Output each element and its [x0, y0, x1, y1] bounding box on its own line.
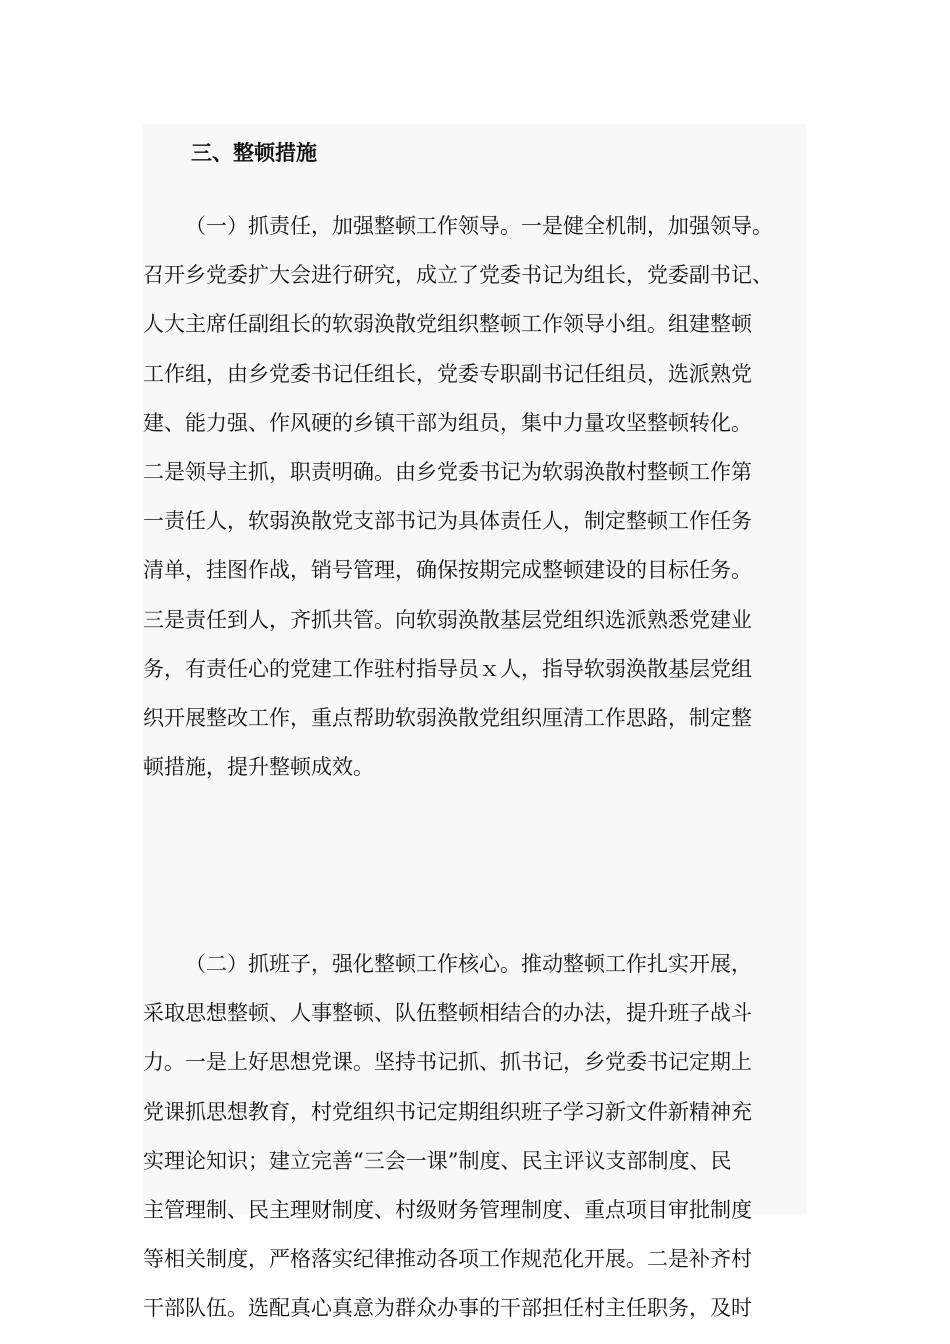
paragraph-line: 等相关制度，严格落实纪律推动各项工作规范化开展。二是补齐村 [143, 1247, 752, 1272]
paragraph-line: 一责任人，软弱涣散党支部书记为具体责任人，制定整顿工作任务 [143, 509, 752, 534]
paragraph-line: 实理论知识；建立完善“三会一课”制度、民主评议支部制度、民 [143, 1148, 732, 1173]
paragraph-line: 工作组，由乡党委书记任组长，党委专职副书记任组员，选派熟党 [143, 361, 752, 386]
paragraph-line: 党课抓思想教育，村党组织书记定期组织班子学习新文件新精神充 [143, 1099, 752, 1124]
paragraph-line: 二是领导主抓，职责明确。由乡党委书记为软弱涣散村整顿工作第 [143, 460, 752, 485]
paragraph-line: 清单，挂图作战，销号管理，确保按期完成整顿建设的目标任务。 [143, 558, 752, 583]
paragraph-responsibility [143, 202, 806, 792]
paragraph-line: 干部队伍。选配真心真意为群众办事的干部担任村主任职务，及时 [143, 1296, 752, 1321]
paragraph-line: 力。一是上好思想党课。坚持书记抓、抓书记，乡党委书记定期上 [143, 1050, 752, 1075]
section-heading: 三、整顿措施 [191, 140, 317, 165]
paragraph-line: 主管理制、民主理财制度、村级财务管理制度、重点项目审批制度 [143, 1198, 752, 1223]
paragraph-line: 三是责任到人，齐抓共管。向软弱涣散基层党组织选派熟悉党建业 [143, 607, 752, 632]
paragraph-line: 建、能力强、作风硬的乡镇干部为组员，集中力量攻坚整顿转化。 [143, 410, 752, 435]
paragraph-line: （一）抓责任，加强整顿工作领导。一是健全机制，加强领导。 [185, 214, 773, 238]
paragraph-line: （二）抓班子，强化整顿工作核心。推动整顿工作扎实开展， [185, 952, 752, 976]
paragraph-line: 织开展整改工作，重点帮助软弱涣散党组织厘清工作思路，制定整 [143, 706, 752, 731]
paragraph-line: 人大主席任副组长的软弱涣散党组织整顿工作领导小组。组建整顿 [143, 312, 752, 337]
paragraph-leadership-team [143, 940, 806, 1334]
paragraph-line: 采取思想整顿、人事整顿、队伍整顿相结合的办法，提升班子战斗 [143, 1001, 752, 1026]
document-text-block [143, 124, 806, 1321]
paragraph-line: 召开乡党委扩大会进行研究，成立了党委书记为组长，党委副书记、 [143, 263, 773, 288]
paragraph-line: 顿措施，提升整顿成效。 [143, 755, 374, 780]
paragraph-line: 务，有责任心的党建工作驻村指导员ｘ人，指导软弱涣散基层党组 [143, 656, 752, 681]
